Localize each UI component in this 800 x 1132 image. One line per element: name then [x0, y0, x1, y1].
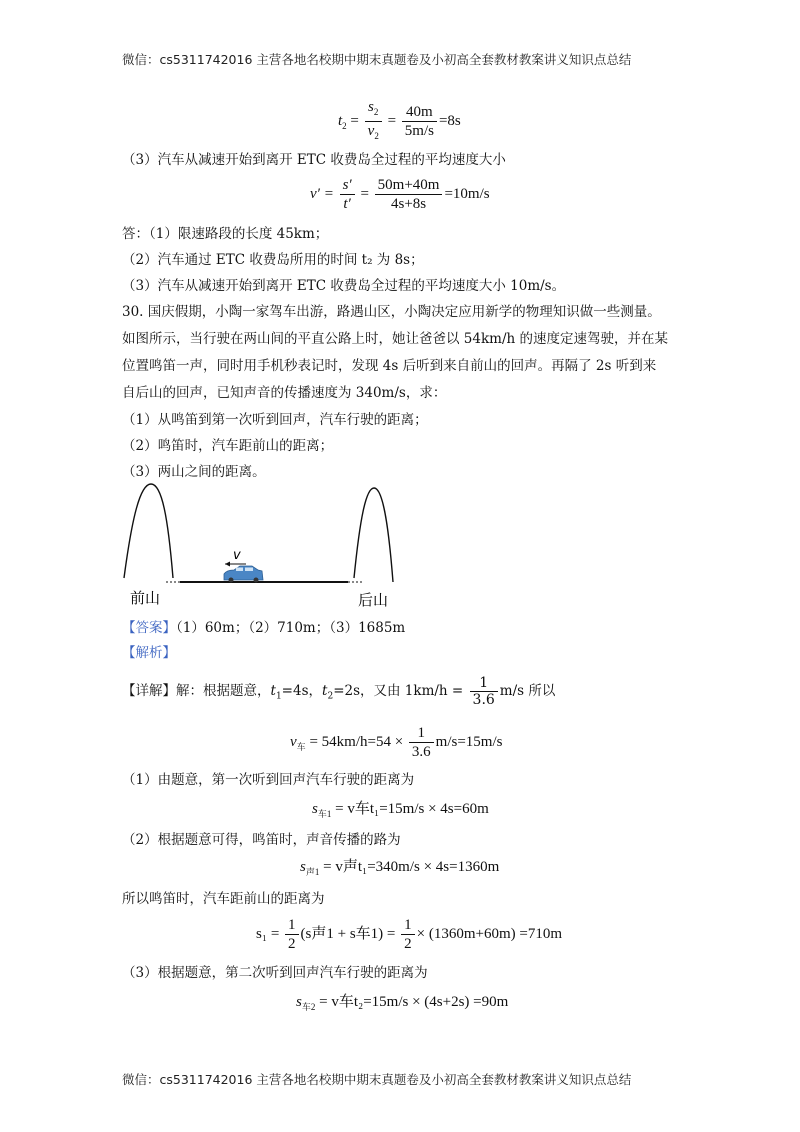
answer-line-2: （2）汽车通过 ETC 收费岛所用的时间 t₂ 为 8s； [122, 252, 424, 268]
page-header: 微信：cs5311742016 主营各地名校期中期末真题卷及小初高全套教材教案讲义知识点总结 [122, 52, 632, 67]
answer-summary: 【答案】（1）60m；（2）710m；（3）1685m [122, 620, 406, 636]
step-2b-text: 所以鸣笛时，汽车距前山的距离为 [122, 891, 325, 907]
step-2-text: （2）根据题意可得，鸣笛时，声音传播的路为 [122, 832, 401, 848]
question-30-item-2: （2）鸣笛时，汽车距前山的距离； [122, 438, 334, 454]
question-30-line-2: 如图所示，当行驶在两山间的平直公路上时，她让爸爸以 54km/h 的速度定速驾驶，并在某 [122, 331, 668, 347]
question-30-item-1: （1）从鸣笛到第一次听到回声，汽车行驶的距离； [122, 412, 428, 428]
velocity-label: v [233, 548, 241, 563]
answer-line-1: 答：（1）限速路段的长度 45km； [122, 226, 329, 242]
question-30-line-1: 30. 国庆假期，小陶一家驾车出游，路遇山区，小陶决定应用新学的物理知识做一些测量。 [122, 304, 661, 320]
question-part3-text: （3）汽车从减速开始到离开 ETC 收费岛全过程的平均速度大小 [122, 152, 506, 168]
question-30-line-3: 位置鸣笛一声，同时用手机秒表记时，发现 4s 后听到来自前山的回声。再隔了 2s 听到来 [122, 358, 657, 374]
velocity-arrowhead [225, 562, 230, 567]
equation-s-car-1: $s_{车1} = v$车t₁=15m/s × 4s=60m [312, 801, 489, 819]
answer-line-3: （3）汽车从减速开始到离开 ETC 收费岛全过程的平均速度大小 10m/s。 [122, 278, 566, 294]
car-icon [224, 566, 263, 583]
step-3-text: （3）根据题意，第二次听到回声汽车行驶的距离为 [122, 965, 428, 981]
detail-intro: 【详解】解：根据题意，$t_1=4s$，$t_2=2s$，又由 1km/h = $\frac{1}{3.6}$ m/s 所以 [122, 675, 556, 708]
equation-car-velocity: $v_车 = 54km/h=54$ × $\frac{1}{3.6}$ m/s=15m/s [290, 725, 503, 760]
equation-s-sound-1: $s_{声1} = v$声t₁=340m/s × 4s=1360m [300, 859, 500, 877]
equation-average-velocity: v′ = $\frac{s'}{t'}$ = $\frac{50m+40m}{4s+8s}$ =10m/s [310, 177, 490, 212]
equation-s1-front: s₁ = $\frac{1}{2}$ (s声1 + s车1) = $\frac{1}{2}$ × (1360m+60m) =710m [256, 917, 562, 952]
step-1-text: （1）由题意，第一次听到回声汽车行驶的距离为 [122, 772, 415, 788]
equation-t2: $t_2$ = $\frac{s_2}{v_2}$ = $\frac{40m}{5m/s}$ =8s [338, 99, 461, 141]
front-mountain-label: 前山 [130, 589, 161, 607]
front-mountain-shape [124, 484, 173, 578]
question-30-line-4: 自后山的回声，已知声音的传播速度为 340m/s，求： [122, 385, 447, 401]
question-30-item-3: （3）两山之间的距离。 [122, 464, 266, 480]
mountains-road-figure [118, 478, 418, 613]
analysis-tag: 【解析】 [122, 645, 176, 661]
back-mountain-label: 后山 [358, 591, 389, 609]
back-mountain-shape [354, 488, 393, 582]
equation-s-car-2: $s_{车2} = v$车t₂=15m/s × (4s+2s) =90m [296, 994, 509, 1012]
answer-tag: 【答案】 [122, 620, 176, 636]
page-footer: 微信：cs5311742016 主营各地名校期中期末真题卷及小初高全套教材教案讲义知识点总结 [122, 1072, 632, 1087]
